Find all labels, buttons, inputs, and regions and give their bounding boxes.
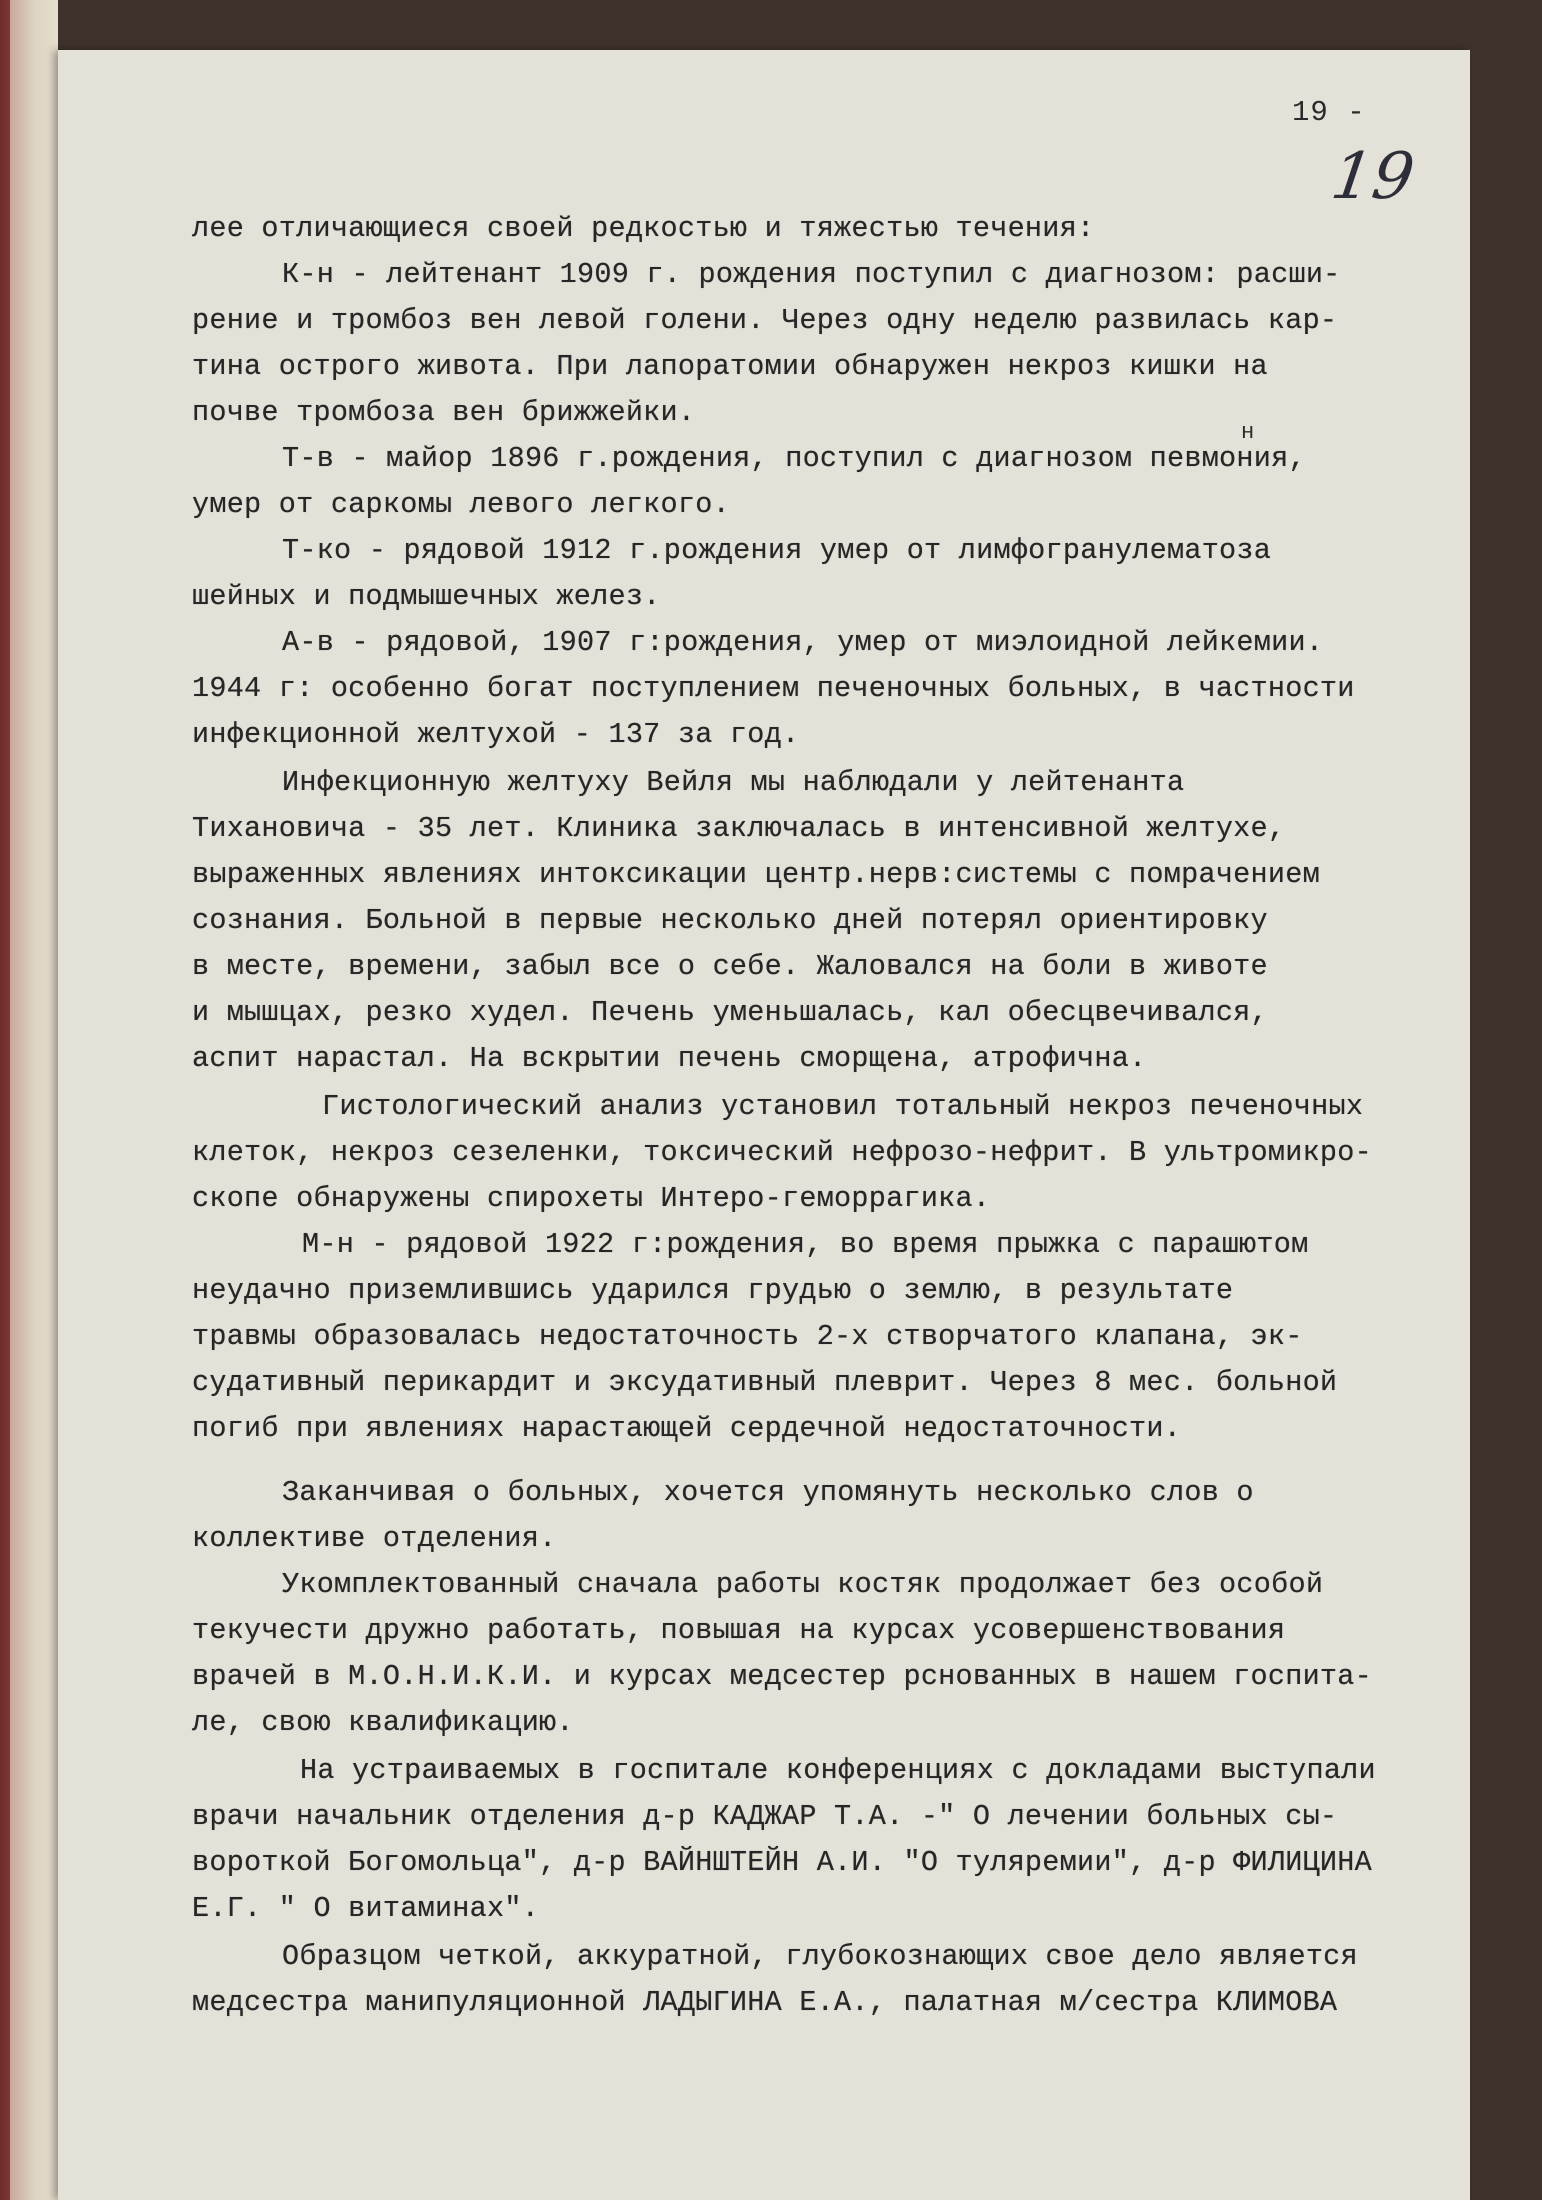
text-line: умер от саркомы левого легкого.	[192, 488, 730, 521]
text-line: врачей в М.О.Н.И.К.И. и курсах медсестер рснованных в нашем госпита-	[192, 1660, 1372, 1693]
page-number: 19 -	[1292, 96, 1366, 129]
text-line: лее отличающиеся своей редкостью и тяжестью течения:	[192, 212, 1095, 245]
text-line: выраженных явлениях интоксикации центр.нерв:системы с помрачением	[192, 858, 1320, 891]
text-line: тина острого живота. При лапоратомии обнаружен некроз кишки на	[192, 350, 1268, 383]
text-line: Т-в - майор 1896 г.рождения, поступил с диагнозом певмония,	[282, 442, 1306, 475]
text-line: скопе обнаружены спирохеты Интеро-геморрагика.	[192, 1182, 991, 1215]
text-line: погиб при явлениях нарастающей сердечной недостаточности.	[192, 1412, 1182, 1445]
text-line: врачи начальник отделения д-р КАДЖАР Т.А. -" О лечении больных сы-	[192, 1800, 1338, 1833]
text-line: Заканчивая о больных, хочется упомянуть несколько слов о	[282, 1476, 1254, 1509]
text-line: судативный перикардит и эксудативный плеврит. Через 8 мес. больной	[192, 1366, 1338, 1399]
text-line: медсестра манипуляционной ЛАДЫГИНА Е.А., палатная м/сестра КЛИМОВА	[192, 1986, 1338, 2019]
text-line: и мышцах, резко худел. Печень уменьшалась, кал обесцвечивался,	[192, 996, 1268, 1029]
archive-page-number-handwritten: 19	[1326, 140, 1419, 214]
text-line: рение и тромбоз вен левой голени. Через одну неделю развилась кар-	[192, 304, 1338, 337]
text-line: На устраиваемых в госпитале конференциях с докладами выступали	[300, 1754, 1376, 1787]
text-line: Укомплектованный сначала работы костяк продолжает без особой	[282, 1568, 1324, 1601]
text-line: клеток, некроз сезеленки, токсический нефрозо-нефрит. В ультромикро-	[192, 1136, 1372, 1169]
text-line: Инфекционную желтуху Вейля мы наблюдали у лейтенанта	[282, 766, 1185, 799]
text-line: аспит нарастал. На вскрытии печень сморщена, атрофична.	[192, 1042, 1147, 1075]
text-line: Е.Г. " О витаминах".	[192, 1892, 540, 1925]
text-line: К-н - лейтенант 1909 г. рождения поступил с диагнозом: расши-	[282, 258, 1341, 291]
text-line: неудачно приземлившись ударился грудью о землю, в результате	[192, 1274, 1234, 1307]
text-line: шейных и подмышечных желез.	[192, 580, 661, 613]
text-line: в месте, времени, забыл все о себе. Жаловался на боли в животе	[192, 950, 1268, 983]
text-line: ле, свою квалификацию.	[192, 1706, 574, 1739]
text-line: Т-ко - рядовой 1912 г.рождения умер от лимфогранулематоза	[282, 534, 1272, 567]
text-line: Образцом четкой, аккуратной, глубокознающих свое дело является	[282, 1940, 1358, 1973]
text-line: 1944 г: особенно богат поступлением печеночных больных, в частности	[192, 672, 1355, 705]
text-line: травмы образовалась недостаточность 2-х створчатого клапана, эк-	[192, 1320, 1303, 1353]
handwritten-correction-letter: н	[1241, 420, 1255, 445]
text-line: текучести дружно работать, повышая на курсах усовершенствования	[192, 1614, 1286, 1647]
text-line: коллективе отделения.	[192, 1522, 557, 1555]
text-line: инфекционной желтухой - 137 за год.	[192, 718, 800, 751]
text-line: Гистологический анализ установил тотальный некроз печеночных	[322, 1090, 1364, 1123]
text-line: М-н - рядовой 1922 г:рождения, во время прыжка с парашютом	[302, 1228, 1309, 1261]
text-line: почве тромбоза вен брижжейки.	[192, 396, 696, 429]
text-line: А-в - рядовой, 1907 г:рождения, умер от миэлоидной лейкемии.	[282, 626, 1324, 659]
text-line: вороткой Богомольца", д-р ВАЙНШТЕЙН А.И. "О туляремии", д-р ФИЛИЦИНА	[192, 1846, 1372, 1879]
text-line: сознания. Больной в первые несколько дней потерял ориентировку	[192, 904, 1268, 937]
text-line: Тихановича - 35 лет. Клиника заключалась в интенсивной желтухе,	[192, 812, 1286, 845]
